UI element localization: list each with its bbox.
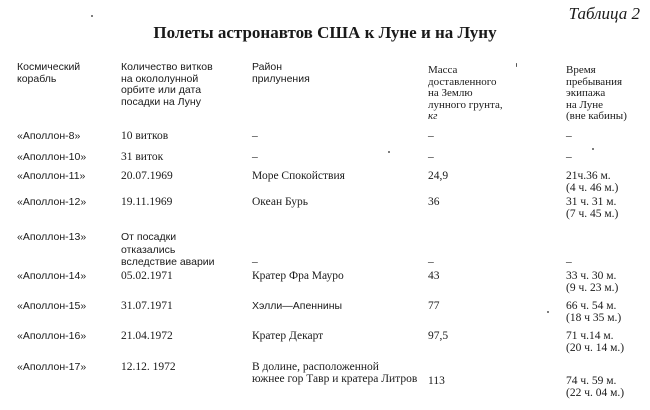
eva-time (566, 270, 618, 294)
header-line: доставленного (428, 75, 497, 88)
eva-time: – (566, 151, 572, 163)
header-line: Космический (17, 61, 81, 73)
scan-speck (388, 151, 390, 153)
eva-time-outside: (4 ч. 46 м.) (566, 182, 619, 194)
landing-site (252, 361, 417, 385)
header-line: Время (566, 64, 596, 76)
eva-time-total: 74 ч. 59 м. (566, 375, 617, 387)
soil-mass: 43 (428, 270, 440, 282)
ship-name: «Аполлон-15» (17, 300, 87, 312)
ship-name: «Аполлон-12» (17, 196, 87, 208)
landing-site: Кратер Фра Мауро (252, 270, 344, 282)
header-line: Количество витков (121, 61, 213, 73)
eva-time-outside: (22 ч. 04 м.) (566, 387, 625, 399)
scan-speck (547, 311, 549, 313)
eva-time-outside: (20 ч. 14 м.) (566, 342, 625, 354)
header-ship (17, 62, 80, 85)
soil-mass: 77 (428, 300, 440, 312)
header-mass (428, 65, 503, 123)
site-line: В долине, расположенной (252, 361, 379, 373)
header-unit: кг (428, 110, 438, 122)
eva-time (566, 170, 618, 194)
eva-time-total: 33 ч. 30 м. (566, 270, 617, 282)
ship-name: «Аполлон-13» (17, 231, 87, 243)
landing-site: Океан Бурь (252, 196, 309, 208)
soil-mass: – (428, 256, 434, 268)
eva-time-outside: (7 ч. 45 м.) (566, 208, 619, 220)
soil-mass: – (428, 151, 434, 163)
orbits-or-date (121, 231, 215, 269)
orbits-or-date: 12.12. 1972 (121, 361, 176, 373)
eva-time (566, 375, 624, 399)
note-line: вследствие аварии (121, 256, 215, 268)
landing-site: – (252, 151, 258, 163)
scan-speck (91, 15, 93, 17)
eva-time (566, 300, 621, 324)
soil-mass: 97,5 (428, 330, 449, 342)
eva-time-outside: (9 ч. 23 м.) (566, 282, 619, 294)
eva-time-total: 66 ч. 54 м. (566, 300, 617, 312)
landing-site: – (252, 256, 258, 268)
note-line: От посадки (121, 231, 177, 243)
landing-site: Хэлли—Апеннины (252, 300, 343, 312)
ship-name: «Аполлон-17» (17, 361, 87, 373)
orbits-or-date: 05.02.1971 (121, 270, 173, 282)
header-line: пребывания (566, 75, 623, 88)
soil-mass: – (428, 130, 434, 142)
header-line: (вне кабины) (566, 110, 627, 122)
header-line: орбите или дата (121, 84, 202, 96)
orbits-or-date: 20.07.1969 (121, 170, 173, 182)
scan-speck (516, 63, 517, 67)
header-line: на Луне (566, 98, 603, 111)
header-orbits (121, 62, 213, 108)
soil-mass: 36 (428, 196, 440, 208)
note-line: отказались (121, 243, 176, 256)
ship-name: «Аполлон-8» (17, 130, 81, 142)
eva-time-outside: (18 ч 35 м.) (566, 312, 622, 324)
eva-time: – (566, 130, 572, 142)
landing-site: Море Спокойствия (252, 170, 345, 182)
eva-time (566, 196, 618, 220)
eva-time-total: 21ч.36 м. (566, 170, 611, 182)
header-line: на окололунной (121, 72, 199, 85)
eva-time: – (566, 256, 572, 268)
soil-mass: 24,9 (428, 170, 449, 182)
ship-name: «Аполлон-10» (17, 151, 87, 163)
orbits-or-date: 31.07.1971 (121, 300, 173, 312)
header-line: прилунения (252, 72, 310, 85)
orbits-or-date: 21.04.1972 (121, 330, 173, 342)
header-time (566, 65, 627, 123)
ship-name: «Аполлон-11» (17, 170, 86, 182)
orbits-or-date: 19.11.1969 (121, 196, 173, 208)
header-line: Масса (428, 64, 458, 76)
header-line: посадки на Луну (121, 95, 201, 108)
table-number-label: Таблица 2 (568, 4, 640, 23)
header-line: на Землю (428, 87, 473, 99)
header-line: лунного грунта, (428, 98, 503, 111)
header-line: Район (252, 61, 282, 73)
site-line: южнее гор Тавр и кратера Литров (252, 373, 418, 385)
scan-speck (592, 148, 594, 150)
page-title: Полеты астронавтов США к Луне и на Луну (153, 23, 497, 42)
orbits-or-date: 31 виток (121, 151, 164, 163)
header-line: корабль (17, 72, 57, 85)
eva-time-total: 71 ч.14 м. (566, 330, 614, 342)
soil-mass: 113 (428, 375, 445, 387)
landing-site: Кратер Декарт (252, 330, 324, 342)
ship-name: «Аполлон-14» (17, 270, 87, 282)
eva-time-total: 31 ч. 31 м. (566, 196, 617, 208)
landing-site: – (252, 130, 258, 142)
eva-time (566, 330, 624, 354)
header-site (252, 62, 310, 85)
orbits-or-date: 10 витков (121, 130, 169, 142)
header-line: экипажа (566, 87, 606, 99)
ship-name: «Аполлон-16» (17, 330, 87, 342)
